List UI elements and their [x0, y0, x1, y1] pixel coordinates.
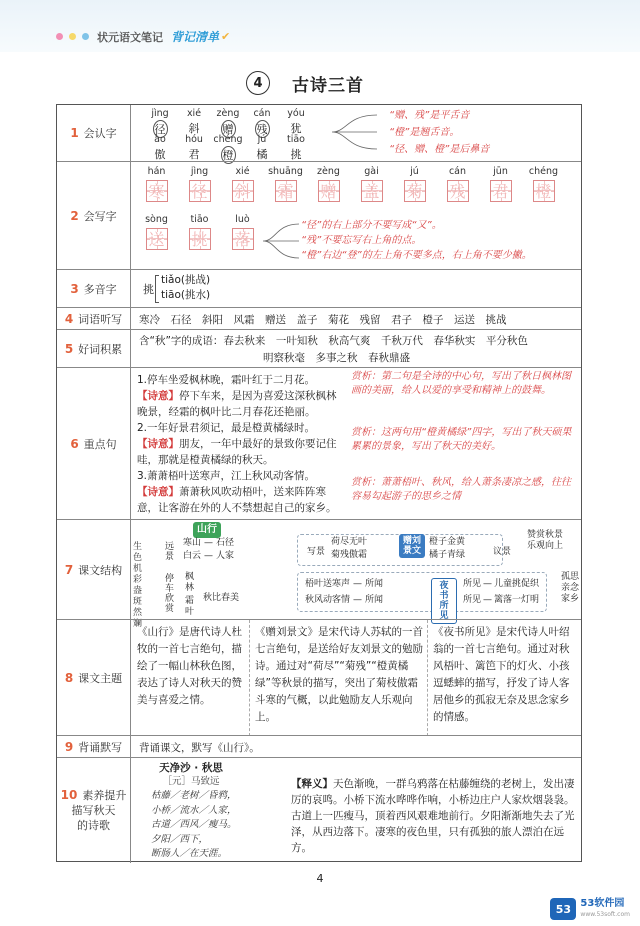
literacy-subtitle: 描写秋天的诗歌 [71, 804, 116, 832]
poem-line: 小桥／流水／人家， [151, 804, 237, 816]
maple-forest: 枫林 [185, 572, 195, 593]
zeng-right: 赞赏秋景乐观向上 [527, 530, 564, 551]
brand-name: 状元语文笔记 [97, 30, 163, 44]
yellow-dot-icon [69, 33, 76, 40]
poem-line: 断肠人／在天涯。 [151, 848, 228, 859]
recite-text: 背诵课文，默写《山行》。 [139, 742, 260, 754]
chapter-number: 4 [246, 71, 270, 95]
poem-title: 天净沙 · 秋思 [159, 762, 223, 774]
reading-2: tiāo(挑水) [161, 289, 211, 301]
write-pinyin-row-2: sòng tiāo luò [145, 214, 250, 225]
poem-line: 夕阳／西下， [151, 833, 209, 845]
leaf-line: 梧叶送寒声 — 所闻 [305, 579, 384, 589]
discuss-scene: 议景 [493, 547, 512, 557]
stop-admire: 停车欣赏 [165, 574, 175, 614]
key-sentences [137, 372, 343, 516]
brace [155, 275, 159, 303]
row-recognize: 1 会认字 jìng xié zèng cán yóu 径 斜 赠 残 犹 ào hóu chéng jú tiāo 傲 君 橙 橘 挑 “赠、残”是平舌音 “橙”是翘舌音。 “径、赠、橙”是后鼻音 [57, 105, 581, 161]
row-recite: 9 背诵默写 背诵课文，默写《山行》。 [57, 735, 581, 757]
sentence-2: 2.一年好景君须记，最是橙黄橘绿时。 [137, 422, 316, 434]
poem-meaning: 【释义】天色渐晚，一群乌鸦落在枯藤缠绕的老树上，发出凄厉的哀鸣。小桥下流水哗哗作响，小桥边庄户人家炊烟袅袅。古道上一匹瘦马，顶着西风艰难地前行。夕阳渐渐地失去了光泽，从西边落下。凄寒的夜色里，只有孤独的旅人漂泊在远方。 [291, 778, 575, 854]
chapter-name: 古诗三首 [292, 75, 364, 96]
tangerine-green: 橘子青绿 [429, 550, 466, 560]
blue-dot-icon [82, 33, 89, 40]
kid-line: 所见 — 儿童挑促织 [463, 579, 540, 589]
header [56, 28, 230, 45]
row-polyphone: 3 多音字 挑 tiǎo(挑战) tiāo(挑水) [57, 269, 581, 307]
orange-gold: 橙子金黄 [429, 537, 466, 547]
logo-icon: 53 [550, 898, 576, 920]
row-good-words: 5 好词积累 含“秋”字的成语：春去秋来 一叶知秋 秋高气爽 千秋万代 春华秋实 平分秋色 明察秋毫 多事之秋 春秋鼎盛 [57, 329, 581, 367]
write-grid-row-1: 寒 径 斜 霜 赠 盖 菊 残 君 橙 [135, 180, 565, 202]
sentence-3: 3.萧萧梧叶送寒声，江上秋风动客情。 [137, 470, 316, 482]
poem-author: ［元］马致远 [162, 776, 220, 787]
recognize-notes: “赠、残”是平舌音 “橙”是翘舌音。 “径、赠、橙”是后鼻音 [389, 110, 490, 155]
poem-line: 枯藤／老树／昏鸦， [151, 790, 237, 801]
row-dictation: 4 词语听写 寒冷 石径 斜阳 风霜 赠送 盖子 菊花 残留 君子 橙子 运送 挑战 [57, 307, 581, 329]
sentence-1: 1.停车坐爱枫林晚，霜叶红于二月花。 [137, 374, 316, 386]
shanxing-left: 生色机彩盎斑然斓 [133, 542, 143, 629]
row-structure: 7 课文结构 生色机彩盎斑然斓 山行 远景 寒山 — 石径 白云 — 人家 停车欣赏 枫林 霜叶 秋比春美 写景 荷尽无叶 菊残傲霜 赠刘景文 橙子金黄 橘子青绿 议景 赞赏秋景乐观向上 梧叶送寒声 — 所闻 秋风动客情 — 所闻 夜书所见 所见 — 儿童挑促织 所见 — 篱落一灯明 孤思亲念家乡 [57, 519, 581, 619]
theme-zeng: 《赠刘景文》是宋代诗人苏轼的一首七言绝句，是送给好友刘景文的勉励诗。通过对“荷尽”“菊残”“橙黄橘绿”等秋景的描写，突出了菊枝傲霜斗寒的气概，以此勉励友人乐观向上。 [255, 626, 423, 723]
char-row-1: 径 斜 赠 残 犹 [154, 122, 302, 136]
idioms-line-2: 明察秋毫 多事之秋 春秋鼎盛 [263, 352, 410, 364]
zeng-title: 赠刘景文 [399, 534, 425, 558]
meaning-3: 【诗意】萧萧秋风吹动梧叶，送来阵阵寒意，让客游在外的人不禁想起自己的家乡。 [137, 486, 337, 514]
chrysanthemum-frost: 菊残傲霜 [331, 550, 368, 560]
lotus-gone: 荷尽无叶 [331, 537, 368, 547]
row-theme: 8 课文主题 《山行》是唐代诗人杜牧的一首七言绝句，描绘了一幅山林秋色图，表达了诗人对秋天的赞美与喜爱之情。 《赠刘景文》是宋代诗人苏轼的一首七言绝句，是送给好友刘景文的勉励诗。通过对“荷尽”“菊残”“橙黄橘绿”等秋景的描写，突出了菊枝傲霜斗寒的气概，以此勉励友人乐观向上。 《夜书所见》是宋代诗人叶绍翁的一首七言绝句。通过对秋风梧叶、篱笆下的灯火、小孩逗蟋蟀的描写，抒发了诗人客居他乡的孤寂无奈及思念家乡的情感。 [57, 619, 581, 735]
poem-line: 古道／西风／瘦马。 [151, 819, 237, 830]
check-icon: ✔ [221, 30, 231, 43]
white-cloud-line: 白云 — 人家 [183, 551, 235, 561]
write-notes: “径”的右上部分不要写成“又”。 “残”不要忘写右上角的点。 “橙”右边“登”的左上角不要多点，右上角不要少撇。 [301, 220, 532, 261]
chapter-title [246, 70, 364, 96]
idioms-line-1: 含“秋”字的成语：春去秋来 一叶知秋 秋高气爽 千秋万代 春华秋实 平分秋色 [139, 335, 528, 347]
yeshu-right: 孤思亲念家乡 [561, 572, 580, 604]
pinyin-row-2: ào hóu chéng jú tiāo [154, 134, 305, 145]
pinyin-row-1: jìng xié zèng cán yóu [151, 108, 305, 119]
pink-dot-icon [56, 33, 63, 40]
shanxing-title: 山行 [193, 522, 221, 538]
wind-line: 秋风动客情 — 所闻 [305, 595, 384, 605]
analysis-1: 赏析：第二句是全诗的中心句，写出了秋日枫林图画的美丽，给人以爱的享受和精神上的鼓舞。 [351, 371, 571, 396]
autumn-better: 秋比春美 [203, 593, 240, 603]
analysis-2: 赏析：这两句用“橙黄橘绿”四字，写出了秋天硕果累累的景象，写出了秋天的美好。 [351, 427, 572, 452]
header-note: 背记清单 [171, 30, 220, 44]
polyphone-char: 挑 [143, 283, 154, 296]
bracket-connector [327, 109, 387, 155]
analysis-3: 赏析：萧萧梧叶、秋风，给人萧条凄凉之感，往往容易勾起游子的思乡之情 [351, 477, 571, 502]
poem [141, 761, 241, 862]
row-literacy: 10 素养提升 描写秋天的诗歌 天净沙 · 秋思 ［元］马致远 枯藤／老树／昏鸦， 小桥／流水／人家， 古道／西风／瘦马。 夕阳／西下， 断肠人／在天涯。 【释义】天色渐晚，一群乌鸦落在枯藤缠绕的老树上，发出凄厉的哀鸣。小桥下流水哗哗作响，小桥边庄户人家炊烟袅袅。古道上一匹瘦马，顶着西风艰难地前行。夕阳渐渐地失去了光泽，从西边落下。凄寒的夜色里，只有孤独的旅人漂泊在远方。 [57, 757, 581, 863]
meaning-1: 【诗意】停下车来，是因为喜爱这深秋枫林晚景，经霜的枫叶比二月春花还艳丽。 [137, 390, 337, 418]
char-row-2: 傲 君 橙 橘 挑 [154, 148, 302, 162]
theme-shanxing: 《山行》是唐代诗人杜牧的一首七言绝句，描绘了一幅山林秋色图，表达了诗人对秋天的赞美与喜爱之情。 [137, 626, 242, 706]
yeshu-title: 夜书所见 [431, 578, 457, 624]
row-key-sentences: 6 重点句 1.停车坐爱枫林晚，霜叶红于二月花。 【诗意】停下车来，是因为喜爱这深秋枫林晚景，经霜的枫叶比二月春花还艳丽。 2.一年好景君须记，最是橙黄橘绿时。 【诗意】朋友，一年中最好的景致你要记住哇，那就是橙黄橘绿的秋天。 3.萧萧梧叶送寒声，江上秋风动客情。 【诗意】萧萧秋风吹动梧叶，送来阵阵寒意，让客游在外的人不禁想起自己的家乡。 赏析：第二句是全诗的中心句，写出了秋日枫林图画的美丽，给人以爱的享受和精神上的鼓舞。 赏析：这两句用“橙黄橘绿”四字，写出了秋天硕果累累的景象，写出了秋天的美好。 赏析：萧萧梧叶、秋风，给人萧条凄凉之感，往往容易勾起游子的思乡之情 [57, 367, 581, 519]
write-grid-row-2: 送 挑 落 [135, 228, 264, 250]
write-scene: 写景 [307, 547, 326, 557]
dictation-words: 寒冷 石径 斜阳 风霜 赠送 盖子 菊花 残留 君子 橙子 运送 挑战 [139, 314, 507, 326]
frost-leaves: 霜叶 [185, 596, 195, 617]
write-pinyin-row-1: hán jìng xié shuāng zèng gài jú cán jūn chéng [147, 166, 559, 177]
far-view: 远景 [165, 542, 175, 562]
lamp-line: 所见 — 篱落一灯明 [463, 595, 540, 605]
bracket-connector [261, 216, 301, 266]
page-number: 4 [316, 872, 324, 885]
study-table [56, 104, 582, 862]
reading-1: tiǎo(挑战) [161, 274, 211, 286]
row-write: 2 会写字 hán jìng xié shuāng zèng gài jú cán jūn chéng 寒 径 斜 霜 赠 盖 菊 残 君 橙 sòng tiāo luò 送 挑 落 “径”的右上部分不要写成“又”。 “残”不要忘写右上角的点。 “橙”右边“登”的左上角不要多点，右上角不要少撇。 [57, 161, 581, 269]
site-logo: 53 53软件园 www.53soft.com [550, 898, 630, 920]
cold-mountain-line: 寒山 — 石径 [183, 538, 235, 548]
meaning-2: 【诗意】朋友，一年中最好的景致你要记住哇，那就是橙黄橘绿的秋天。 [137, 438, 337, 466]
theme-yeshu: 《夜书所见》是宋代诗人叶绍翁的一首七言绝句。通过对秋风梧叶、篱笆下的灯火、小孩逗蟋蟀的描写，抒发了诗人客居他乡的孤寂无奈及思念家乡的情感。 [433, 626, 570, 723]
